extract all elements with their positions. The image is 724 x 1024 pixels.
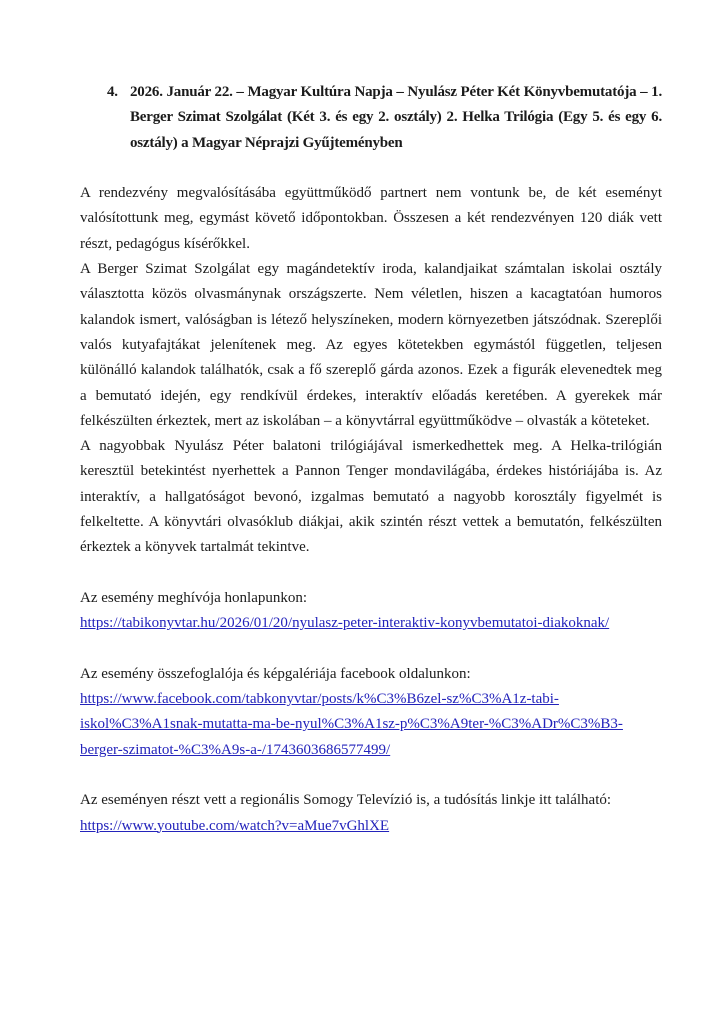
facebook-post-link[interactable]: https://www.facebook.com/tabkonyvtar/posts/k%C3%B6zel-sz%C3%A1z-tabi-iskol%C3%A1snak-mutatta-ma-be-nyul%C3%A1sz-p%C3%A9ter-%C3%ADr%C3%B3-berger-szimatot-%C3%A9s-a-/1743603686577499/ bbox=[80, 691, 623, 758]
paragraph-berger-szimat: A Berger Szimat Szolgálat egy magándetektív iroda, kalandjaikat számtalan iskolai osztály választotta közös olvasmánynak országszerte. Nem véletlen, hiszen a kacagtatóan humoros kalandok ismert, valóságban is létező helyszíneken, modern környezetben játszódnak. Szereplői valós kutyafajtákat jelenítenek meg. Az egyes kötetekben egymástól független, teljesen különálló kalandok találhatók, csak a fő szereplő gárda azonos. Ezek a figurák elevenedtek meg a bemutató idején, egy rendkívül érdekes, interaktív előadás keretében. A gyerekek már felkészülten érkeztek, mert az iskolában – a könyvtárral együttműködve – olvasták a köteteket. bbox=[80, 261, 662, 429]
invite-link-label: Az esemény meghívója honlapunkon: bbox=[80, 589, 308, 606]
heading-number: 4. bbox=[107, 84, 118, 100]
heading-text: 2026. Január 22. – Magyar Kultúra Napja – Nyulász Péter Két Könyvbemutatója – 1. Berger Szimat Szolgálat (Két 3. és egy 2. osztály) 2. Helka Trilógia (Egy 5. és egy 6. osztály) a Magyar Néprajzi Gyűjteményben bbox=[130, 84, 662, 151]
paragraph-event-summary: A rendezvény megvalósításába együttműködő partnert nem vontunk be, de két eseményt valósítottunk meg, egymást követő időpontokban. Összesen a két rendezvényen 120 diák vett részt, pedagógus kísérőkkel. bbox=[80, 185, 662, 252]
section-heading bbox=[80, 80, 662, 156]
facebook-link-label: Az esemény összefoglalója és képgalériája facebook oldalunkon: bbox=[80, 665, 471, 682]
paragraph-helka-trilogia: A nagyobbak Nyulász Péter balatoni trilógiájával ismerkedhettek meg. A Helka-trilógián keresztül betekintést nyerhettek a Pannon Tenger mondavilágába, érdekes históriájába is. Az interaktív, a hallgatóságot bevonó, izgalmas bemutató a nagyobb korosztály figyelmét is felkeltette. A könyvtári olvasóklub diákjai, akik szintén részt vettek a bemutatón, felkészülten érkeztek a könyvek tartalmát tekintve. bbox=[80, 438, 662, 556]
invite-link[interactable]: https://tabikonyvtar.hu/2026/01/20/nyulasz-peter-interaktiv-konyvbemutatoi-diakoknak/ bbox=[80, 615, 610, 632]
link-section-facebook bbox=[80, 662, 662, 763]
link-section-youtube bbox=[80, 788, 662, 839]
youtube-video-link[interactable]: https://www.youtube.com/watch?v=aMue7vGhlXE bbox=[80, 817, 390, 834]
youtube-link-label: Az eseményen részt vett a regionális Somogy Televízió is, a tudósítás linkje itt található: bbox=[80, 792, 612, 809]
document-body bbox=[80, 80, 662, 839]
link-section-invite bbox=[80, 586, 662, 637]
